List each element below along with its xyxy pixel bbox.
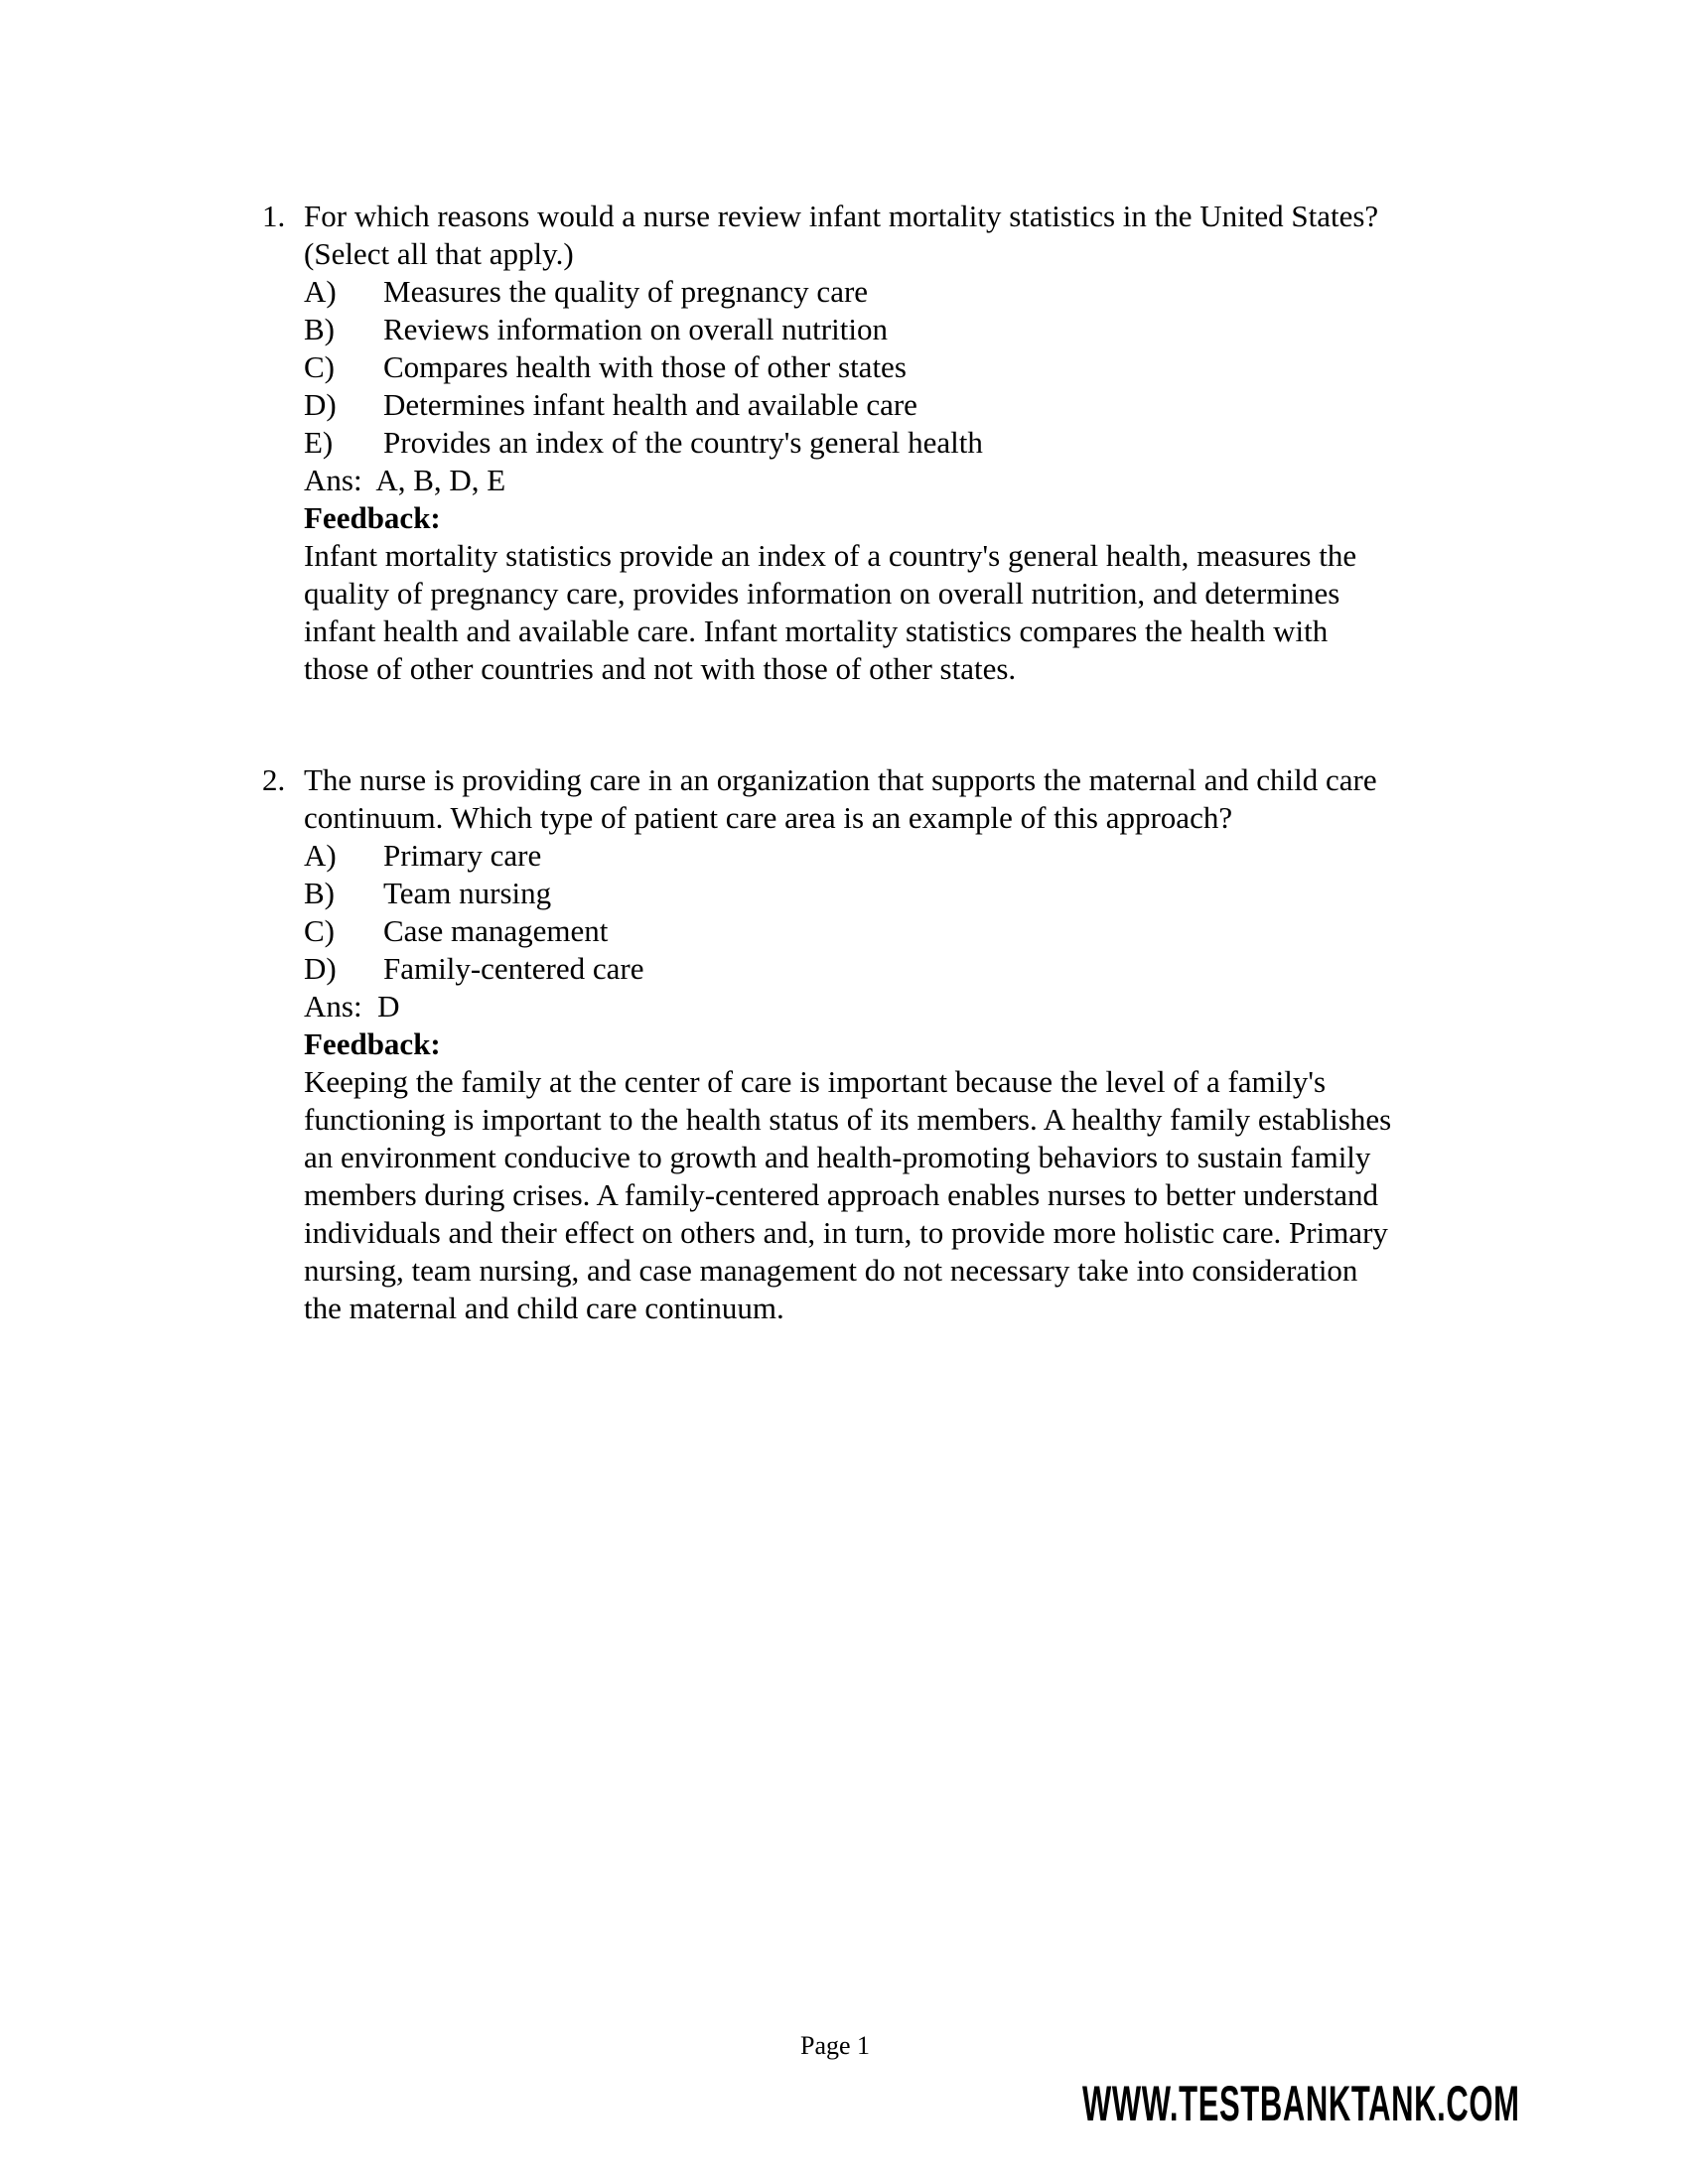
feedback-line: individuals and their effect on others and, in turn, to provide more holistic care. Primary xyxy=(304,1215,1388,1250)
option xyxy=(262,912,1493,950)
option xyxy=(262,273,1493,311)
feedback-line: Keeping the family at the center of care is important because the level of a family's xyxy=(304,1064,1327,1099)
option-text: Measures the quality of pregnancy care xyxy=(383,274,869,309)
question-number: 1. xyxy=(262,199,286,233)
option-text: Compares health with those of other states xyxy=(383,349,907,384)
feedback-line: members during crises. A family-centered approach enables nurses to better understand xyxy=(304,1177,1379,1212)
feedback-line: Infant mortality statistics provide an index of a country's general health, measures the xyxy=(304,538,1357,573)
option xyxy=(262,424,1493,462)
page-number: Page 1 xyxy=(800,2031,871,2060)
option xyxy=(262,311,1493,348)
feedback-heading: Feedback: xyxy=(304,1026,441,1061)
feedback-line: the maternal and child care continuum. xyxy=(304,1291,784,1325)
option-text: Family-centered care xyxy=(383,951,644,986)
stem-line: continuum. Which type of patient care area is an example of this approach? xyxy=(304,800,1233,835)
watermark: WWW.TESTBANKTANK.COM xyxy=(1082,2076,1520,2131)
feedback-line: nursing, team nursing, and case management do not necessary take into consideration xyxy=(304,1253,1358,1288)
question-stem xyxy=(262,198,1493,273)
option-text: Determines infant health and available care xyxy=(383,387,917,422)
option-text: Team nursing xyxy=(383,876,552,910)
question-2 xyxy=(262,761,1493,1327)
option-text: Primary care xyxy=(383,838,542,873)
option xyxy=(262,386,1493,424)
question-1 xyxy=(262,198,1493,688)
feedback-heading: Feedback: xyxy=(304,500,441,535)
option-letter: D) xyxy=(304,387,337,422)
option-letter: B) xyxy=(304,876,335,910)
feedback-line: an environment conducive to growth and health-promoting behaviors to sustain family xyxy=(304,1140,1371,1174)
option-letter: C) xyxy=(304,913,335,948)
option-letter: D) xyxy=(304,951,337,986)
option xyxy=(262,950,1493,988)
answer: Ans: D xyxy=(304,989,400,1024)
feedback-line: functioning is important to the health status of its members. A healthy family establishes xyxy=(304,1102,1392,1137)
option-letter: B) xyxy=(304,312,335,346)
question-stem xyxy=(262,761,1493,837)
option-letter: C) xyxy=(304,349,335,384)
option-text: Case management xyxy=(383,913,609,948)
option xyxy=(262,875,1493,912)
feedback-line: those of other countries and not with those of other states. xyxy=(304,651,1017,686)
option-text: Provides an index of the country's general health xyxy=(383,425,983,460)
option-letter: A) xyxy=(304,274,337,309)
feedback-line: infant health and available care. Infant mortality statistics compares the health with xyxy=(304,614,1329,648)
answer: Ans: A, B, D, E xyxy=(304,463,506,497)
feedback-line: quality of pregnancy care, provides information on overall nutrition, and determines xyxy=(304,576,1340,611)
option-letter: A) xyxy=(304,838,337,873)
option xyxy=(262,348,1493,386)
option-text: Reviews information on overall nutrition xyxy=(383,312,888,346)
stem-line: (Select all that apply.) xyxy=(304,236,574,271)
question-number: 2. xyxy=(262,762,286,797)
option-letter: E) xyxy=(304,425,334,460)
stem-line: For which reasons would a nurse review infant mortality statistics in the United States? xyxy=(304,199,1379,233)
option xyxy=(262,837,1493,875)
stem-line: The nurse is providing care in an organization that supports the maternal and child care xyxy=(304,762,1377,797)
